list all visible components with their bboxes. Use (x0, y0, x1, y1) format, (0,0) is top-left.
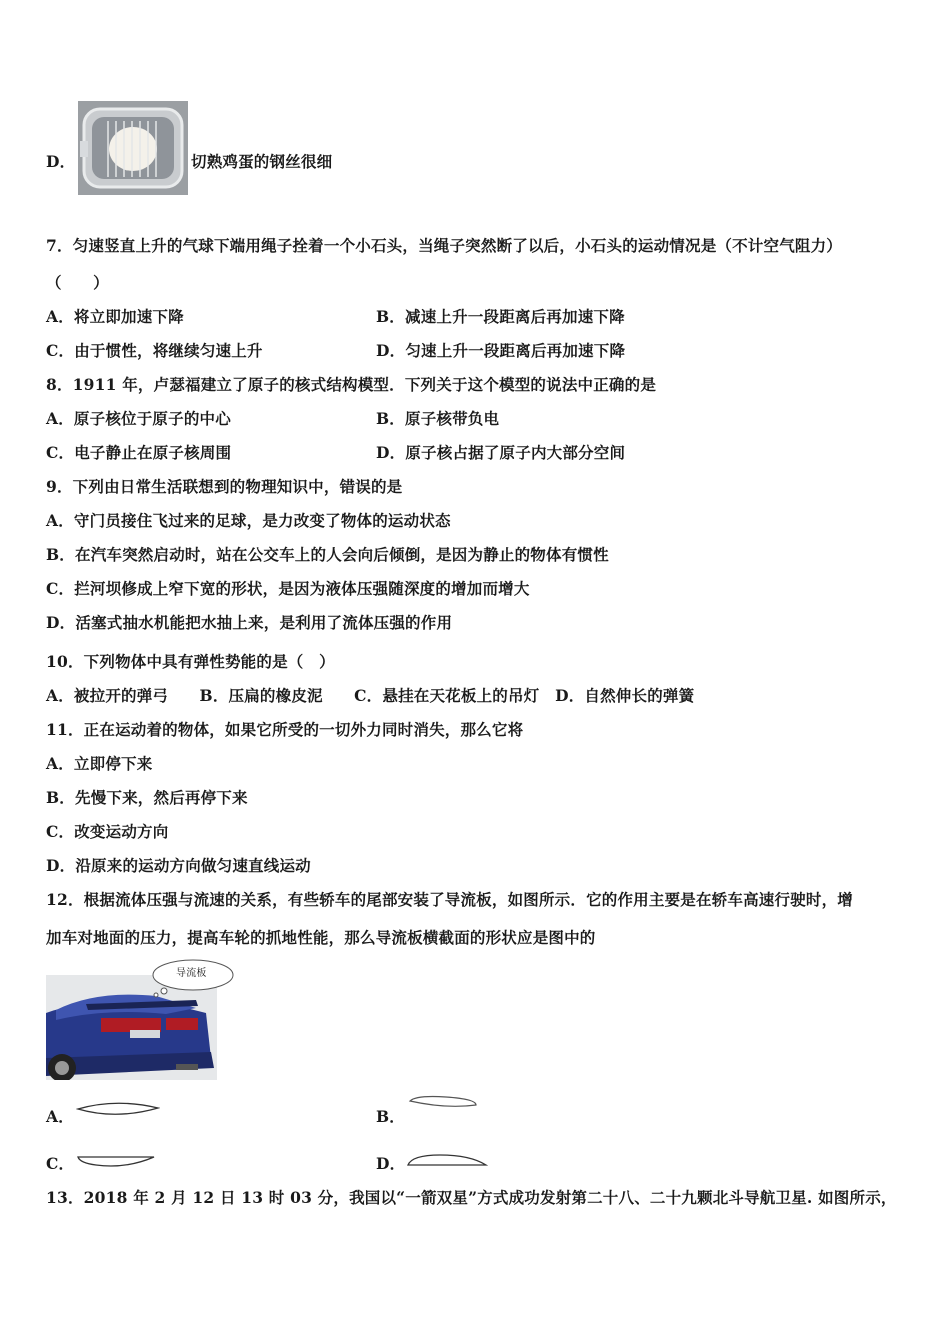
q13-stem: 13．2018 年 2 月 12 日 13 时 03 分，我国以“一箭双星”方式成功发射第二十八、二十九颗北斗导航卫星. 如图所示， (46, 1188, 897, 1207)
q8-stem: 8．1911 年，卢瑟福建立了原子的核式结构模型．下列关于这个模型的说法中正确的是 (46, 375, 657, 394)
q10-options: A．被拉开的弹弓 B．压扁的橡皮泥 C．悬挂在天花板上的吊灯 D．自然伸长的弹簧 (46, 686, 695, 705)
q12-option-a-label: A． (46, 1107, 74, 1126)
q9-option-a: A．守门员接住飞过来的足球，是力改变了物体的运动状态 (46, 511, 451, 530)
q12-stem-line2: 加车对地面的压力，提高车轮的抓地性能，那么导流板横截面的形状应是图中的 (46, 928, 596, 947)
q7-option-c: C．由于惯性，将继续匀速上升 (46, 341, 263, 360)
q11-option-a: A．立即停下来 (46, 754, 153, 773)
q11-stem: 11．正在运动着的物体，如果它所受的一切外力同时消失，那么它将 (46, 720, 524, 739)
q8-option-d: D．原子核占据了原子内大部分空间 (376, 443, 626, 462)
q12-option-d-label: D． (376, 1154, 406, 1173)
egg-slicer-image (78, 101, 188, 195)
airfoil-d-shape (404, 1151, 488, 1169)
q7-option-b: B．减速上升一段距离后再加速下降 (376, 307, 625, 326)
q12-option-b-label: B． (376, 1107, 406, 1126)
q7-paren: （ ） (46, 273, 109, 292)
q11-option-d: D．沿原来的运动方向做匀速直线运动 (46, 856, 311, 875)
q7-stem: 7．匀速竖直上升的气球下端用绳子拴着一个小石头，当绳子突然断了以后，小石头的运动情况是（不计空气阻力） (46, 236, 842, 255)
q11-option-c: C．改变运动方向 (46, 822, 169, 841)
q8-option-c: C．电子静止在原子核周围 (46, 443, 232, 462)
car-spoiler-image (46, 958, 241, 1080)
q7-option-a: A．将立即加速下降 (46, 307, 184, 326)
airfoil-c-shape (76, 1151, 156, 1169)
q9-stem: 9．下列由日常生活联想到的物理知识中，错误的是 (46, 477, 403, 496)
q8-option-a: A．原子核位于原子的中心 (46, 409, 231, 428)
q8-option-b: B．原子核带负电 (376, 409, 500, 428)
q9-option-d: D．活塞式抽水机能把水抽上来，是利用了流体压强的作用 (46, 613, 453, 632)
q10-stem: 10．下列物体中具有弹性势能的是（ ） (46, 652, 335, 671)
q7-option-d: D．匀速上升一段距离后再加速下降 (376, 341, 626, 360)
q12-stem-line1: 12．根据流体压强与流速的关系，有些轿车的尾部安装了导流板，如图所示．它的作用主要是在轿车高速行驶时，增 (46, 890, 853, 909)
q12-option-c-label: C． (46, 1154, 75, 1173)
q9-option-b: B．在汽车突然启动时，站在公交车上的人会向后倾倒，是因为静止的物体有惯性 (46, 545, 609, 564)
airfoil-b-shape (406, 1093, 480, 1113)
spoiler-bubble-label: 导流板 (176, 968, 207, 979)
q6-option-d-label: D． (46, 152, 76, 171)
q11-option-b: B．先慢下来，然后再停下来 (46, 788, 248, 807)
q6-option-d-text: 切熟鸡蛋的钢丝很细 (191, 152, 333, 171)
airfoil-a-shape (76, 1098, 160, 1120)
q9-option-c: C．拦河坝修成上窄下宽的形状，是因为液体压强随深度的增加而增大 (46, 579, 530, 598)
